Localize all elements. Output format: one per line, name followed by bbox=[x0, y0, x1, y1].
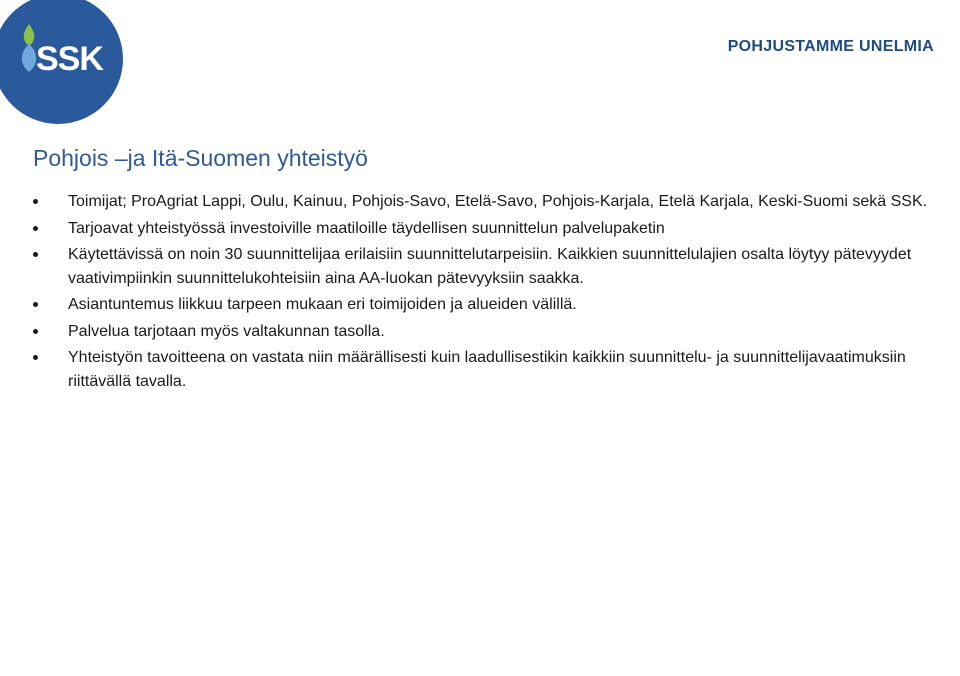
bullet-text: Tarjoavat yhteistyössä investoiville maatiloille täydellisen suunnittelun palvelupaketin bbox=[68, 219, 665, 237]
bullet-text: Yhteistyön tavoitteena on vastata niin määrällisesti kuin laadullisestikin kaikkiin suunnittelu- ja suunnittelijavaatimuksiin riittävällä tavalla. bbox=[68, 349, 906, 390]
bullet-text: Asiantuntemus liikkuu tarpeen mukaan eri toimijoiden ja alueiden välillä. bbox=[68, 296, 577, 313]
bullet-dot-icon bbox=[33, 329, 38, 334]
ssk-logo bbox=[0, 0, 124, 124]
bullet-item bbox=[33, 243, 933, 290]
bullet-dot-icon bbox=[33, 199, 38, 204]
bullet-dot-icon bbox=[33, 252, 38, 257]
tagline: POHJUSTAMME UNELMIA bbox=[727, 38, 934, 55]
bullet-list bbox=[33, 190, 933, 396]
bullet-item bbox=[33, 190, 933, 214]
bullet-item bbox=[33, 346, 933, 393]
bullet-item bbox=[33, 217, 933, 241]
logo-text: SSK bbox=[36, 40, 103, 78]
bullet-item bbox=[33, 293, 933, 317]
bullet-text: Palvelua tarjotaan myös valtakunnan tasolla. bbox=[68, 322, 385, 340]
slide-title: Pohjois –ja Itä-Suomen yhteistyö bbox=[33, 145, 368, 171]
bullet-dot-icon bbox=[33, 302, 38, 307]
bullet-dot-icon bbox=[33, 226, 38, 231]
bullet-dot-icon bbox=[33, 355, 38, 360]
bullet-item bbox=[33, 320, 933, 344]
bullet-text: Käytettävissä on noin 30 suunnittelijaa erilaisiin suunnittelutarpeisiin. Kaikkien suunnittelulajien osalta löytyy pätevyydet vaativimpiinkin suunnittelukohteisiin aina AA-luokan pätevyyksiin saakka. bbox=[68, 246, 912, 287]
bullet-text: Toimijat; ProAgriat Lappi, Oulu, Kainuu, Pohjois-Savo, Etelä-Savo, Pohjois-Karjala, Etelä Karjala, Keski-Suomi sekä SSK. bbox=[68, 193, 928, 210]
